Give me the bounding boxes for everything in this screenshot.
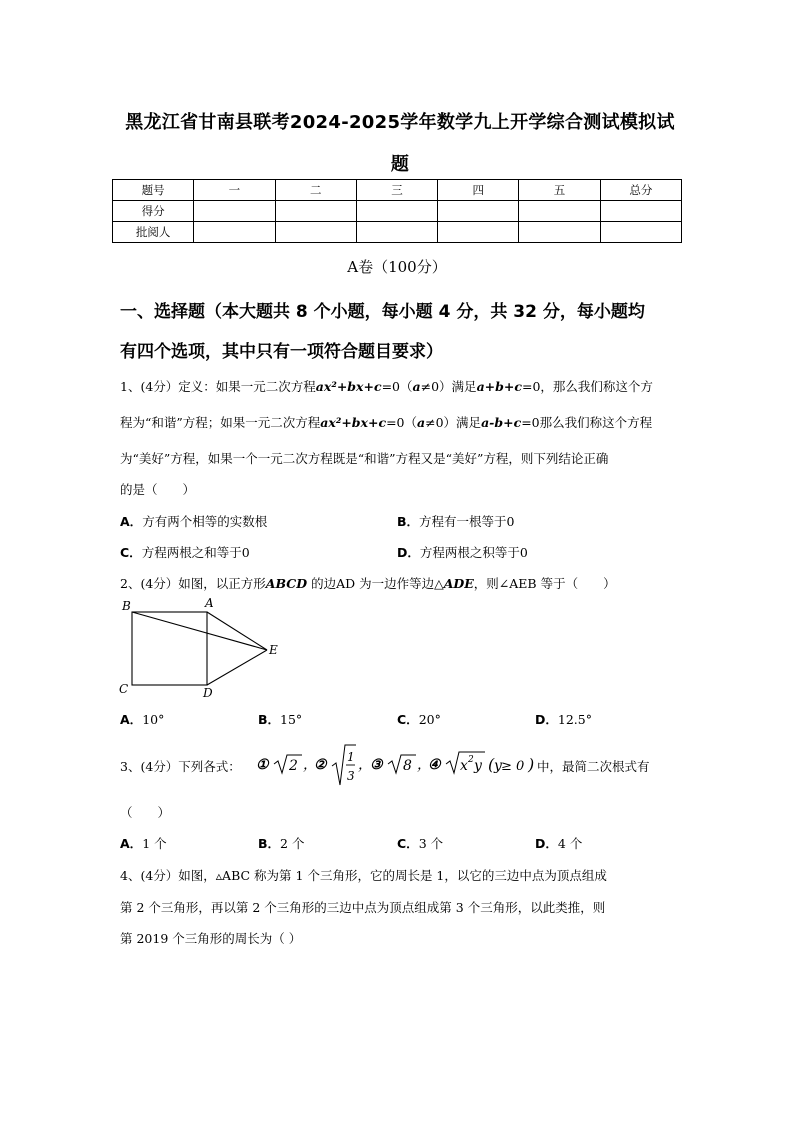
score-cell xyxy=(519,222,600,243)
score-cell xyxy=(438,222,519,243)
q2-text: 的边AD 为一边作等边△ xyxy=(307,576,444,591)
document-title-line-2: 题 xyxy=(390,154,410,175)
q1-equation: ax²+bx+c xyxy=(315,379,382,394)
q3-text: 3、(4分）下列各式： xyxy=(120,759,241,774)
q4-line-3: 第 2019 个三角形的周长为（ ） xyxy=(120,931,302,946)
score-table-header-row xyxy=(113,180,682,201)
section-a-title: A卷（100分） xyxy=(347,258,447,276)
point-label-c: C xyxy=(119,682,129,696)
q1-variable: a xyxy=(417,415,426,430)
q1-option-a[interactable] xyxy=(120,512,267,530)
separator: ， xyxy=(358,757,372,773)
q2-option-c[interactable] xyxy=(397,710,441,728)
q1-condition: a+b+c xyxy=(476,379,522,394)
option-letter: A． xyxy=(120,514,143,529)
radicand: 8 xyxy=(403,758,412,774)
option-letter: D． xyxy=(535,836,558,851)
q1-text: =0（ xyxy=(381,379,413,394)
q1-text: 1、(4分）定义：如果一元二次方程 xyxy=(120,379,316,394)
q3-option-b[interactable] xyxy=(258,834,304,852)
option-text: 1 个 xyxy=(142,836,167,851)
option-letter: A． xyxy=(120,836,143,851)
q2-option-b[interactable] xyxy=(258,710,302,728)
q1-text: =0那么我们称这个方程 xyxy=(521,415,653,430)
q1-condition: a-b+c xyxy=(481,415,522,430)
q1-text: =0，那么我们称这个方 xyxy=(521,379,653,394)
option-text: 20° xyxy=(418,712,441,727)
q1-line-1 xyxy=(120,377,690,395)
score-cell xyxy=(600,222,681,243)
option-letter: A． xyxy=(120,712,143,727)
fraction-numerator: 1 xyxy=(347,750,355,764)
option-text: 2 个 xyxy=(280,836,305,851)
q3-option-c[interactable] xyxy=(397,834,443,852)
q1-text: =0（ xyxy=(386,415,418,430)
option-text: 12.5° xyxy=(557,712,592,727)
point-label-a: A xyxy=(205,596,214,610)
score-header-cell: 一 xyxy=(194,180,275,201)
segment-be xyxy=(132,612,267,650)
q3-line-2: （ ） xyxy=(120,805,171,820)
section-heading-line-2: 有四个选项，其中只有一项符合题目要求） xyxy=(120,342,443,362)
q1-text: 程为“和谐”方程；如果一元二次方程 xyxy=(120,415,321,430)
q3-option-a[interactable] xyxy=(120,834,167,852)
score-cell xyxy=(356,201,437,222)
q4-line-1: 4、(4分）如图，▵ABC 称为第 1 个三角形，它的周长是 1，以它的三边中点为顶点组成 xyxy=(120,868,607,883)
option-text: 方程有一根等于0 xyxy=(419,514,515,529)
score-table-row xyxy=(113,222,682,243)
point-label-d: D xyxy=(203,686,213,700)
q4-line-2: 第 2 个三角形，再以第 2 个三角形的三边中点为顶点组成第 3 个三角形，以此类推，则 xyxy=(120,900,606,915)
score-table xyxy=(112,179,682,243)
radicand: 2 xyxy=(289,758,298,774)
q1-text: ≠0）满足 xyxy=(425,415,482,430)
score-cell xyxy=(438,201,519,222)
q3-line-1-tail: 中，最简二次根式有 xyxy=(537,759,650,774)
q1-option-c[interactable] xyxy=(120,543,250,561)
separator: ， xyxy=(417,757,431,773)
q2-option-a[interactable] xyxy=(120,710,164,728)
option-text: 4 个 xyxy=(557,836,583,851)
q1-equation: ax²+bx+c xyxy=(320,415,387,430)
radicand-y: y xyxy=(474,758,482,774)
document-title-line-1: 黑龙江省甘南县联考2024-2025学年数学九上开学综合测试模拟试 xyxy=(125,112,675,133)
separator: ， xyxy=(303,757,317,773)
option-letter: D． xyxy=(535,712,558,727)
option-text: 方程两根之和等于0 xyxy=(141,545,250,560)
score-header-cell: 题号 xyxy=(113,180,194,201)
q2-text: ，则∠AEB 等于（ ） xyxy=(473,576,616,591)
score-row-label: 批阅人 xyxy=(113,222,194,243)
q2-text: 2、(4分）如图，以正方形 xyxy=(120,576,266,591)
segment-ae xyxy=(207,612,267,650)
q2-line-1 xyxy=(120,574,690,592)
option-text: 10° xyxy=(142,712,165,727)
radicand-x: x xyxy=(460,758,468,774)
score-row-label: 得分 xyxy=(113,201,194,222)
option-letter: C． xyxy=(120,545,142,560)
exponent: 2 xyxy=(468,755,474,765)
score-header-cell: 四 xyxy=(438,180,519,201)
condition-open-paren: ( xyxy=(488,755,495,774)
score-cell xyxy=(275,222,356,243)
option-letter: B． xyxy=(397,514,420,529)
option-letter: B． xyxy=(258,712,281,727)
score-cell xyxy=(275,201,356,222)
q1-variable: a xyxy=(412,379,421,394)
score-header-cell: 二 xyxy=(275,180,356,201)
item-number-4: ④ xyxy=(428,757,441,773)
item-number-1: ① xyxy=(256,757,269,773)
score-header-cell: 五 xyxy=(519,180,600,201)
option-text: 15° xyxy=(280,712,303,727)
fraction-denominator: 3 xyxy=(347,769,355,783)
score-header-cell: 三 xyxy=(356,180,437,201)
condition-variable: y xyxy=(494,758,502,774)
q1-line-2 xyxy=(120,413,690,431)
q3-formula xyxy=(252,742,537,788)
score-table-row xyxy=(113,201,682,222)
option-text: 方程两根之积等于0 xyxy=(419,545,528,560)
score-cell xyxy=(356,222,437,243)
section-heading-line-1: 一、选择题（本大题共 8 个小题，每小题 4 分，共 32 分，每小题均 xyxy=(120,302,645,322)
q2-square-name: ABCD xyxy=(265,576,308,591)
q1-line-4: 的是（ ） xyxy=(120,482,196,497)
score-cell xyxy=(600,201,681,222)
point-label-e: E xyxy=(269,643,278,657)
q1-option-d[interactable] xyxy=(397,543,528,561)
condition-relation: ≥ 0 xyxy=(501,759,525,774)
score-cell xyxy=(519,201,600,222)
item-number-2: ② xyxy=(314,757,327,773)
option-text: 方有两个相等的实数根 xyxy=(142,514,268,529)
q1-text: ≠0）满足 xyxy=(420,379,477,394)
item-number-3: ③ xyxy=(370,757,383,773)
option-letter: C． xyxy=(397,712,419,727)
condition-close-paren: ) xyxy=(528,755,535,774)
score-header-cell: 总分 xyxy=(600,180,681,201)
option-letter: B． xyxy=(258,836,281,851)
segment-de xyxy=(207,650,267,685)
q2-figure xyxy=(112,594,292,706)
point-label-b: B xyxy=(122,599,131,613)
option-letter: D． xyxy=(397,545,420,560)
q1-option-b[interactable] xyxy=(397,512,515,530)
score-cell xyxy=(194,201,275,222)
q1-line-3: 为“美好”方程，如果一个一元二次方程既是“和谐”方程又是“美好”方程，则下列结论正确 xyxy=(120,451,609,466)
option-letter: C． xyxy=(397,836,419,851)
option-text: 3 个 xyxy=(418,836,444,851)
score-cell xyxy=(194,222,275,243)
q2-triangle-name: ADE xyxy=(443,576,474,591)
q3-option-d[interactable] xyxy=(535,834,582,852)
q2-option-d[interactable] xyxy=(535,710,592,728)
